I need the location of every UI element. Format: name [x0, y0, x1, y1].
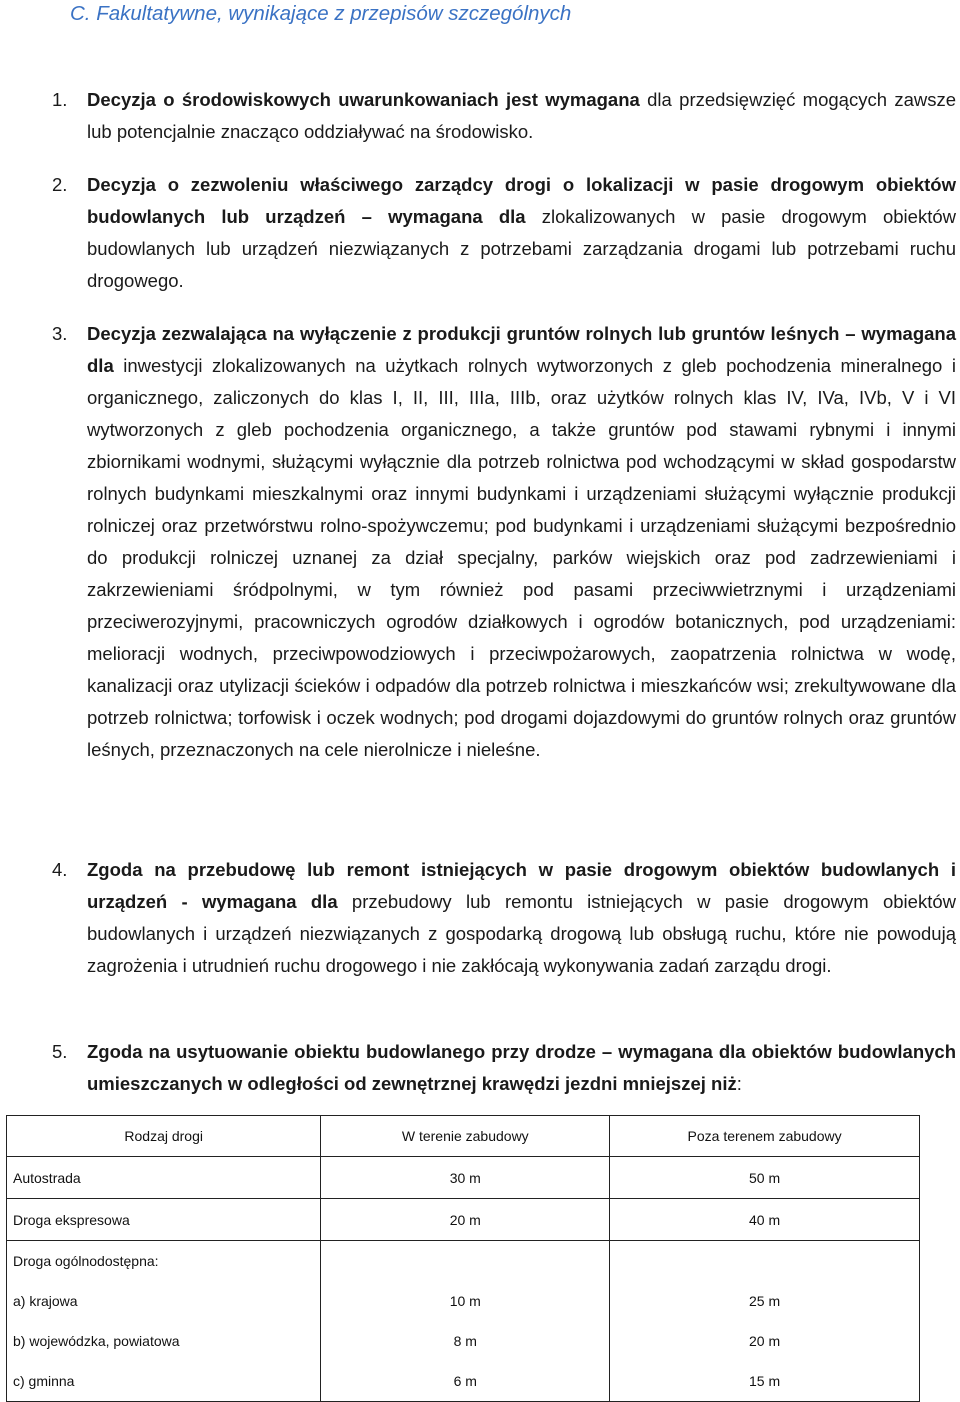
built-area-group-cell [321, 1241, 610, 1402]
road-type-cell: a) krajowa [13, 1293, 78, 1309]
table-group-row [7, 1241, 920, 1402]
item-number: 5. [52, 1041, 68, 1062]
item-bold-lead: Decyzja o zezwoleniu właściwego zarządcy drogi o lokalizacji w pasie drogowym obiektów budowlanych lub urządzeń – wymagana dla [87, 174, 956, 227]
road-distance-table [6, 1115, 920, 1402]
list-item-1 [52, 84, 956, 148]
spacer [616, 1241, 913, 1281]
road-type-cell: Droga ekspresowa [7, 1199, 321, 1241]
outside-area-distance-cell: 40 m [610, 1199, 920, 1241]
outside-area-distance-cell: 15 m [749, 1373, 781, 1389]
column-header-road-type: Rodzaj drogi [7, 1116, 321, 1157]
item-text [87, 169, 956, 297]
item-text [87, 84, 956, 148]
table-row [7, 1199, 920, 1241]
section-heading: C. Fakultatywne, wynikające z przepisów szczególnych [70, 2, 572, 25]
road-type-cell: b) wojewódzka, powiatowa [13, 1333, 180, 1349]
column-header-built-area: W terenie zabudowy [321, 1116, 610, 1157]
item-bold-lead: Decyzja zezwalająca na wyłączenie z produkcji gruntów rolnych lub gruntów leśnych – wymagana dla [87, 323, 956, 376]
item-body: dla przedsięwzięć mogących zawsze lub potencjalnie znacząco oddziaływać na środowisko. [87, 89, 957, 142]
item-text [87, 854, 956, 982]
item-bold-lead: Zgoda na usytuowanie obiektu budowlanego przy drodze – wymagana dla obiektów budowlanych umieszczanych w odległości od zewnętrznej krawędzi jezdni mniejszej niż [87, 1041, 956, 1094]
outside-area-distance-cell: 50 m [610, 1157, 920, 1199]
table-row [7, 1157, 920, 1199]
outside-area-group-cell [610, 1241, 920, 1402]
list-item-4 [52, 854, 956, 982]
built-area-distance-cell: 8 m [453, 1333, 477, 1349]
spacer [327, 1241, 603, 1281]
built-area-distance-cell: 10 m [449, 1293, 481, 1309]
item-text [87, 318, 956, 766]
item-body: zlokalizowanych w pasie drogowym obiektów budowlanych lub urządzeń niezwiązanych z potrzebami zarządzania drogami lub potrzebami ruchu drogowego. [87, 206, 956, 291]
item-number: 2. [52, 174, 68, 195]
item-number: 4. [52, 859, 68, 880]
outside-area-distance-cell: 25 m [749, 1293, 781, 1309]
item-body: : [736, 1073, 742, 1094]
built-area-distance-cell: 6 m [453, 1373, 477, 1389]
road-type-cell: c) gminna [13, 1373, 75, 1389]
outside-area-distance-cell: 20 m [749, 1333, 781, 1349]
group-label: Droga ogólnodostępna: [13, 1253, 159, 1269]
item-body: przebudowy lub remontu istniejących w pasie drogowym obiektów budowlanych i urządzeń niezwiązanych z gospodarką drogową lub obsługą ruchu, które nie powodują zagrożenia i utrudnień ruchu drogowego i nie zakłócają wykonywania zadań zarządu drogi. [87, 891, 956, 976]
list-item-2 [52, 169, 956, 297]
item-body: inwestycji zlokalizowanych na użytkach rolnych wytworzonych z gleb pochodzenia mineralnego i organicznego, zaliczonych do klas I, II, III, IIIa, IIIb, oraz użytków rolnych klas IV, IVa, IVb, V i VI wytworzonych z gleb pochodzenia organicznego, a także gruntów pod stawami rybnymi i innymi zbiornikami wodnymi, służącymi wyłącznie dla potrzeb rolnictwa pod wchodzącymi w skład gospodarstw rolnych budynkami mieszkalnymi oraz innymi budynkami i urządzeniami służącymi wyłącznie produkcji rolniczej oraz przetwórstwu rolno-spożywczemu; pod budynkami i urządzeniami służącymi bezpośrednio do produkcji rolniczej uznanej za dział specjalny, parków wiejskich oraz pod zadrzewieniami i zakrzewieniami śródpolnymi, w tym również pod pasami przeciwwietrznymi i urządzeniami przeciwerozyjnymi, pracowniczych ogrodów działkowych i ogrodów botanicznych, pod urządzeniami: melioracji wodnych, przeciwpowodziowych i przeciwpożarowych, zaopatrzenia rolnictwa w wodę, kanalizacji oraz utylizacji ścieków i odpadów dla potrzeb rolnictwa i mieszkańców wsi; zrekultywowane dla potrzeb rolnictwa; torfowisk i oczek wodnych; pod drogami dojazdowymi do gruntów rolnych oraz gruntów leśnych, przeznaczonych na cele nierolnicze i nieleśne. [87, 355, 956, 760]
road-type-cell: Autostrada [7, 1157, 321, 1199]
item-bold-lead: Zgoda na przebudowę lub remont istniejących w pasie drogowym obiektów budowlanych i urządzeń - wymagana dla [87, 859, 956, 912]
road-type-group-cell [7, 1241, 321, 1402]
item-text [87, 1036, 956, 1100]
item-bold-lead: Decyzja o środowiskowych uwarunkowaniach jest wymagana [87, 89, 640, 110]
list-item-3 [52, 318, 956, 766]
table-header-row [7, 1116, 920, 1157]
built-area-distance-cell: 20 m [321, 1199, 610, 1241]
built-area-distance-cell: 30 m [321, 1157, 610, 1199]
column-header-outside-built-area: Poza terenem zabudowy [610, 1116, 920, 1157]
item-number: 1. [52, 89, 68, 110]
list-item-5 [52, 1036, 956, 1100]
item-number: 3. [52, 323, 68, 344]
